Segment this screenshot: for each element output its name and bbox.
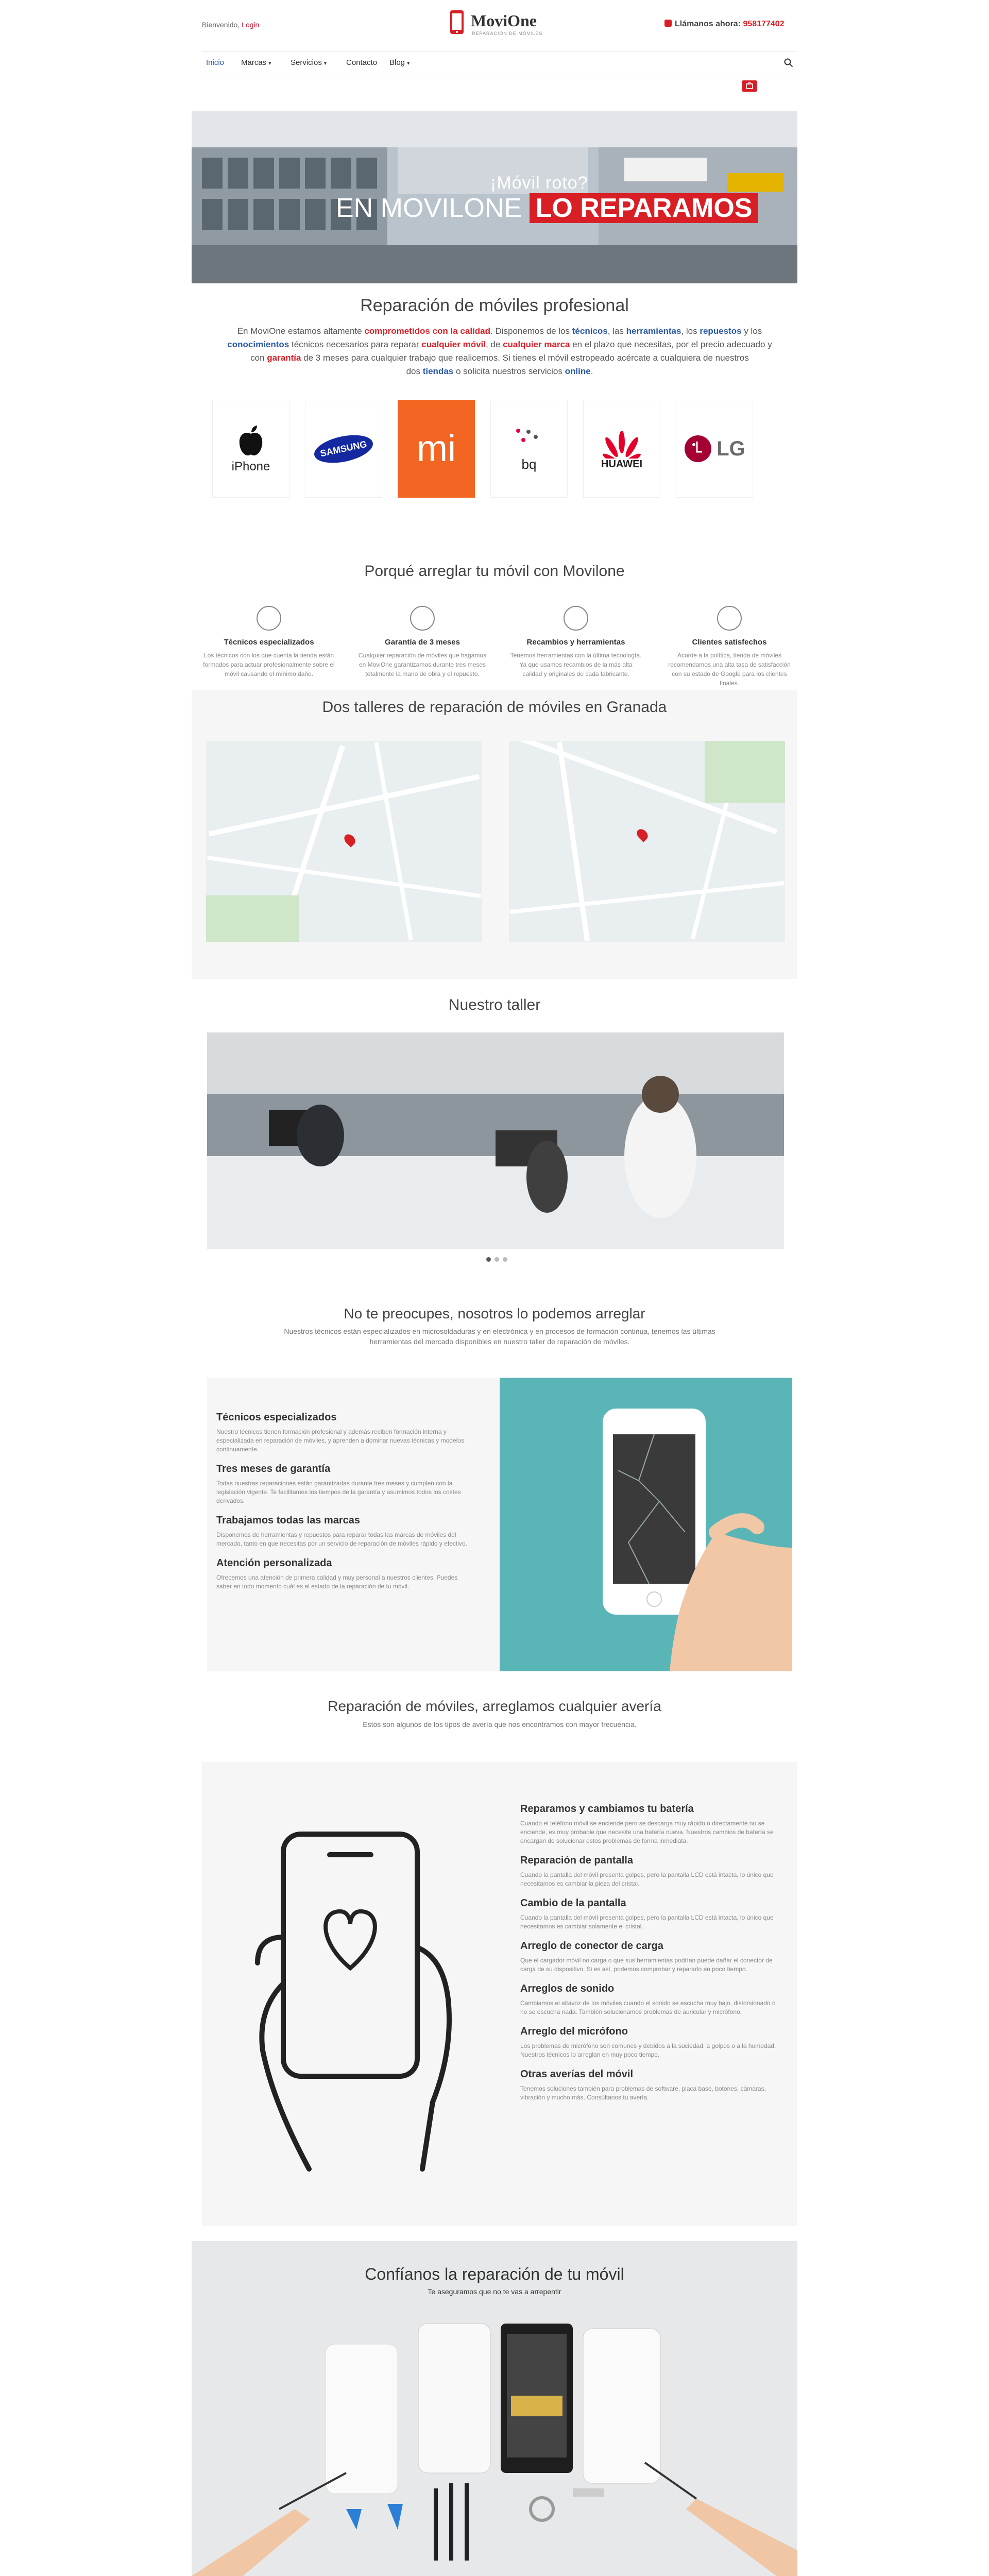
brand-label: SAMSUNG: [312, 430, 376, 467]
smile-icon: [717, 606, 742, 631]
file-icon: [257, 606, 281, 631]
brand-label: iPhone: [231, 460, 270, 473]
phone-icon: [664, 20, 672, 27]
shield-icon: [410, 606, 435, 631]
map-park: [705, 741, 785, 803]
why-item-title: Garantía de 3 meses: [385, 638, 460, 647]
worry-item: Atención personalizada Ofrecemos una atención de primera calidad y muy personal a nuestros clientes. Puedes saber en todo momento cuál es el estado de la reparación de tu móvil.: [216, 1557, 458, 1590]
lg-logo: [684, 434, 745, 463]
repair-item: Cambio de la pantalla Cuando la pantalla del móvil presenta golpes, pero la pantalla LCD está intacta, lo único que necesitamos es cambiar solamente el cristal.: [520, 1897, 774, 1930]
hero-headline-red: LO REPARAMOS: [530, 193, 759, 223]
repair-item: Arreglo del micrófono Los problemas de micrófono son comunes y debidos a la suciedad, a golpes o a la humedad. Nuestros técnicos lo arreglan en muy poco tiempo.: [520, 2026, 776, 2058]
worry-list: [216, 1412, 474, 1600]
repair-item: Arreglo de conector de carga Que el cargador móvil no carga o que sus herramientas podrían puede dañar el conector de carga de su dispositivo. Si es así, podemos comprobar y repararlo en poco tiempo.: [520, 1940, 773, 1973]
why-title: Porqué arreglar tu móvil con Movilone: [364, 563, 625, 580]
nav-item-inicio[interactable]: Inicio: [206, 58, 225, 67]
worry-item: Trabajamos todas las marcas Disponemos de herramientas y repuestos para reparar todas las marcas de móviles del mercado, tanto en que necesitas por un servicio de reparación de móviles rápido y efectivo.: [216, 1515, 467, 1547]
why-item: [355, 606, 489, 679]
map-shop-2[interactable]: [509, 741, 785, 942]
why-item-text: Acorde a la política, tienda de móviles recomendamos una alta tasa de satisfacción con su estado de Google para los clientes finales.: [668, 652, 791, 687]
taller-photo: [207, 1032, 784, 1249]
brand-huawei[interactable]: [583, 400, 660, 498]
hero-banner: [192, 111, 797, 283]
worry-item: Tres meses de garantía Todas nuestras reparaciones están garantizadas durante tres meses y cumplen con la legislación vigente. Te facilitamos los tiempos de la garantía y asumimos todos los costes derivados.: [216, 1463, 461, 1504]
map-pin-icon[interactable]: [635, 827, 650, 842]
repairs-title: Reparación de móviles, arreglamos cualquier avería: [328, 1698, 661, 1714]
apple-icon: [235, 423, 266, 460]
logo-phone-icon: [443, 8, 472, 37]
huawei-flower-icon: [601, 428, 642, 459]
why-item-text: Cualquier reparación de móviles que hagamos en MoviOne garantizamos durante tres meses totalmente la mano de obra y el repuesto.: [358, 652, 487, 677]
cart-icon[interactable]: [742, 80, 757, 92]
nav-item-servicios[interactable]: [291, 58, 327, 67]
trust-subtitle: Te aseguramos que no te vas a arrepentir: [428, 2287, 561, 2296]
trust-banner: [192, 2241, 797, 2576]
map-pin-icon[interactable]: [342, 832, 357, 848]
login-link[interactable]: Login: [242, 21, 260, 29]
worry-title: No te preocupes, nosotros lo podemos arreglar: [344, 1306, 645, 1321]
top-bar: [0, 0, 989, 46]
why-item-title: Clientes satisfechos: [692, 638, 767, 647]
nav-item-contacto[interactable]: Contacto: [346, 58, 378, 67]
why-item-title: Recambios y herramientas: [526, 638, 625, 647]
logo-tagline: REPARACIÓN DE MÓVILES: [472, 31, 543, 36]
nav-item-blog[interactable]: [389, 58, 410, 67]
site-logo[interactable]: [443, 8, 546, 39]
logo-text: MoviOne: [471, 11, 537, 30]
phone-heart-illustration: [227, 1814, 494, 2174]
map-road: [509, 881, 785, 914]
brand-label: LG: [717, 437, 745, 460]
search-icon[interactable]: [784, 58, 793, 67]
map-park: [206, 895, 299, 942]
repair-item: Reparamos y cambiamos tu batería Cuando el teléfono móvil se enciende pero se descarga muy rápido o directamente no se enciende, es muy probable que necesite una batería nueva. Nuestros cambios de batería se encargan de solucionar estos problemas de forma inmediata.: [520, 1803, 774, 1844]
nav-label: Servicios: [291, 58, 322, 67]
why-item-text: Tenemos herramientas con la última tecnología. Ya que usamos recambios de la más alta calidad y originales de cada fabricante.: [510, 652, 642, 677]
why-item: [509, 606, 643, 679]
taller-title: Nuestro taller: [448, 996, 541, 1013]
maps-title: Dos talleres de reparación de móviles en Granada: [322, 699, 667, 716]
phone-number[interactable]: 958177402: [743, 20, 785, 28]
nav-item-marcas[interactable]: [241, 58, 271, 67]
repair-item: Reparación de pantalla Cuando la pantalla del móvil presenta golpes, pero la pantalla LCD está intacta, lo único que necesitamos es cambiar la pieza del cristal.: [520, 1855, 774, 1887]
brand-samsung[interactable]: [305, 400, 382, 498]
slider-dot[interactable]: [494, 1257, 499, 1262]
brand-bq[interactable]: [490, 400, 568, 498]
map-road: [374, 742, 413, 940]
why-item-text: Los técnicos con los que cuenta la tienda están formados para actuar profesionalmente sobre el móvil causando el mínimo daño.: [203, 652, 335, 677]
repairs-list: [520, 1803, 778, 2111]
map-road: [207, 856, 481, 899]
brand-label: HUAWEI: [601, 458, 642, 470]
main-nav: [202, 52, 797, 74]
phone-header[interactable]: [664, 20, 785, 29]
brand-iphone[interactable]: [212, 400, 289, 498]
taller-slider[interactable]: [207, 1032, 784, 1249]
hero-headline: [336, 193, 758, 224]
nav-label: Blog: [389, 58, 405, 67]
hero-headline-plain: EN MOVILONE: [336, 193, 522, 223]
map-road: [209, 774, 480, 836]
lg-circle-icon: [684, 434, 712, 463]
intro-title: Reparación de móviles profesional: [360, 296, 629, 315]
why-item: [202, 606, 336, 679]
repair-item: Arreglos de sonido Cambiamos el altavoz de los móviles cuando el sonido se escucha muy bajo, distorsionado o no se escucha nada. También solucionamos problemas de auricular y micrófono.: [520, 1983, 776, 2015]
bq-dots-icon: [511, 426, 547, 456]
welcome-text: [202, 21, 259, 29]
repair-item: Otras averías del móvil Tenemos soluciones también para problemas de software, placa base, botones, cámaras, vibración y mucho más. Consúltanos tu avería.: [520, 2069, 766, 2101]
brand-label: bq: [521, 456, 537, 472]
worry-text: Nuestros técnicos están especializados en microsoldaduras y en electrónica y en procesos de formación continua, tenemos las últimas herramientas del mercado disponibles en nuestro taller de reparación de móviles.: [284, 1327, 715, 1346]
hero-subheadline: ¡Móvil roto?: [490, 173, 588, 193]
welcome-prefix: Bienvenido,: [202, 21, 242, 29]
repairs-subtitle: Estos son algunos de los tipos de avería que nos encontramos con mayor frecuencia.: [363, 1720, 637, 1728]
chevron-down-icon: ▾: [268, 61, 271, 66]
brand-lg[interactable]: [676, 400, 753, 498]
slider-dot[interactable]: [486, 1257, 491, 1262]
brand-label: mi: [417, 428, 456, 469]
brand-xiaomi[interactable]: [398, 400, 475, 498]
nav-label: Marcas: [241, 58, 267, 67]
worry-item: Técnicos especializados Nuestro técnicos tienen formación profesional y además reciben formación interna y especializada en reparación de móviles, y aprenden a dominar nuevas técnicas y modelos continuamente.: [216, 1412, 464, 1453]
why-item: [662, 606, 796, 688]
chevron-down-icon: ▾: [324, 61, 327, 66]
slider-dot[interactable]: [503, 1257, 507, 1262]
map-shop-1[interactable]: [206, 741, 482, 942]
map-road: [557, 741, 590, 941]
trust-title: Confíanos la reparación de tu móvil: [365, 2265, 624, 2283]
tools-icon: [564, 606, 588, 631]
broken-phone-illustration: [500, 1378, 792, 1671]
chevron-down-icon: ▾: [407, 61, 410, 66]
intro-paragraph: En MoviOne estamos altamente comprometidos con la calidad. Disponemos de los técnicos, las herramientas, los repuestos y los conocimientos técnicos necesarios para reparar cualquier móvil, de cualquier marca en el plazo que necesitas, por el precio adecuado y con garantía de 3 meses para cualquier trabajo que realicemos. Si tienes el móvil estropeado acércate a cualquiera de nuestros dos tiendas o solicita nuestros servicios online.: [227, 326, 772, 376]
phone-prefix: Llámanos ahora:: [675, 20, 741, 28]
why-item-title: Técnicos especializados: [224, 638, 314, 647]
